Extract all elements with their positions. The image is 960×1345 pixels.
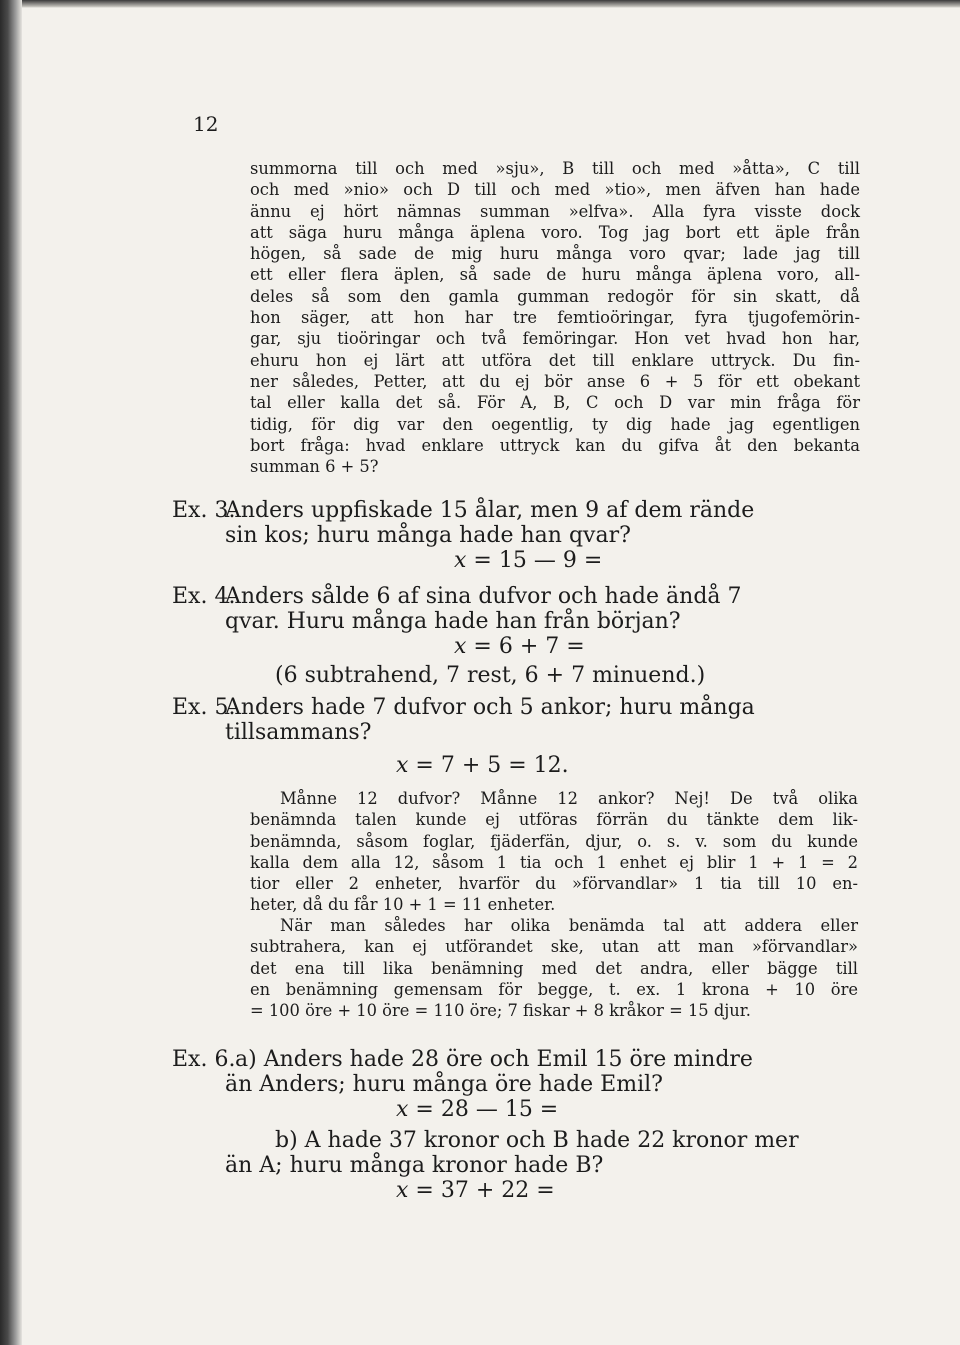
example-label: Ex. 5. (172, 695, 236, 720)
text-line: tior eller 2 enheter, hvarför du »förvandlar» 1 tia till 10 en- (250, 874, 858, 894)
text-line: tal eller kalla det så. För A, B, C och D var min fråga för (250, 393, 860, 413)
text-line: summorna till och med »sju», B till och med »åtta», C till (250, 159, 860, 178)
example-text: sin kos; huru många hade han qvar? (225, 523, 631, 548)
paragraph-rule (250, 915, 858, 1021)
book-spine-shadow (0, 0, 22, 1345)
example-label: Ex. 6. (172, 1047, 236, 1072)
text-line: och med »nio» och D till och med »tio», men äfven han hade (250, 180, 860, 200)
equation-expression: = 28 — 15 = (408, 1097, 559, 1122)
text-line: högen, så sade de mig huru många voro qvar; lade jag till (250, 244, 860, 264)
text-line: gar, sju tioöringar och två femöringar. Hon vet hvad hon har, (250, 329, 860, 349)
equation-expression: = 6 + 7 = (466, 634, 585, 659)
equation-variable: x (396, 1178, 409, 1203)
text-line: ner således, Petter, att du ej bör anse 6 + 5 för ett obekant (250, 371, 860, 391)
example-text: än Anders; huru många öre hade Emil? (225, 1072, 663, 1097)
example-5 (172, 695, 862, 778)
example-text: qvar. Huru många hade han från början? (225, 609, 681, 634)
text-line: att säga huru många äplena voro. Tog jag bort ett äple från (250, 222, 860, 242)
text-line: hon säger, att hon har tre femtioöringar, fyra tjugofemörin- (250, 308, 860, 328)
example-label: Ex. 3. (172, 498, 236, 523)
equation (172, 548, 862, 573)
equation-expression: = 37 + 22 = (408, 1178, 555, 1203)
text-line: ännu ej hört nämnas summan »elfva». Alla fyra visste dock (250, 201, 860, 221)
text-line: ett eller flera äplen, så sade de huru många äplena voro, all- (250, 265, 860, 285)
equation-variable: x (396, 1097, 409, 1122)
text-line: Månne 12 dufvor? Månne 12 ankor? Nej! De två olika (280, 789, 858, 808)
example-3 (172, 498, 862, 573)
equation (172, 1097, 862, 1122)
paragraph-explanation (250, 788, 858, 916)
example-text: tillsammans? (225, 720, 372, 745)
text-line: benämnda, såsom foglar, fjäderfän, djur, o. s. v. som du kunde (250, 831, 858, 851)
example-text: än A; huru många kronor hade B? (225, 1153, 604, 1178)
text-line: ehuru hon ej lärt att utföra det till enklare uttryck. Du fin- (250, 350, 860, 370)
text-line: benämnda talen kunde ej utföras förrän du tänkte dem lik- (250, 810, 858, 830)
text-line: en benämning gemensam för begge, t. ex. 1 krona + 10 öre (250, 979, 858, 999)
text-line: kalla dem alla 12, såsom 1 tia och 1 enhet ej blir 1 + 1 = 2 (250, 852, 858, 872)
equation-variable: x (454, 634, 467, 659)
example-6 (172, 1047, 862, 1203)
page-number: 12 (193, 112, 219, 136)
equation-expression: = 15 — 9 = (466, 548, 603, 573)
equation-variable: x (454, 548, 467, 573)
text-line: det ena till lika benämning med det andra, eller bägge till (250, 958, 858, 978)
equation (172, 753, 862, 778)
text-line: tidig, för dig var den oegentlig, ty dig hade jag egentligen (250, 414, 860, 434)
example-4 (172, 584, 862, 688)
equation-variable: x (396, 753, 409, 778)
text-line: subtrahera, kan ej utförandet ske, utan att man »förvandlar» (250, 937, 858, 957)
equation-expression: = 7 + 5 = 12. (408, 753, 569, 778)
example-text: Anders sålde 6 af sina dufvor och hade ändå 7 (225, 584, 742, 609)
text-line: summan 6 + 5? (250, 457, 379, 477)
text-line: heter, då du får 10 + 1 = 11 enheter. (250, 895, 556, 915)
text-line: När man således har olika benämda tal att addera eller (280, 916, 858, 935)
equation (172, 1178, 862, 1203)
example-text: a) Anders hade 28 öre och Emil 15 öre mindre (235, 1047, 753, 1072)
equation-note: (6 subtrahend, 7 rest, 6 + 7 minuend.) (275, 663, 706, 688)
paragraph-intro (250, 158, 860, 477)
example-text: Anders uppfiskade 15 ålar, men 9 af dem rände (225, 498, 755, 523)
text-line: bort fråga: hvad enklare uttryck kan du gifva åt den bekanta (250, 435, 860, 455)
example-text: b) A hade 37 kronor och B hade 22 kronor mer (275, 1128, 799, 1153)
text-line: deles så som den gamla gumman redogör för sin skatt, då (250, 286, 860, 306)
text-line: = 100 öre + 10 öre = 110 öre; 7 fiskar + 8 kråkor = 15 djur. (250, 1001, 751, 1021)
page-top-edge (0, 0, 960, 8)
equation (172, 634, 862, 659)
example-label: Ex. 4. (172, 584, 236, 609)
example-text: Anders hade 7 dufvor och 5 ankor; huru många (225, 695, 755, 720)
